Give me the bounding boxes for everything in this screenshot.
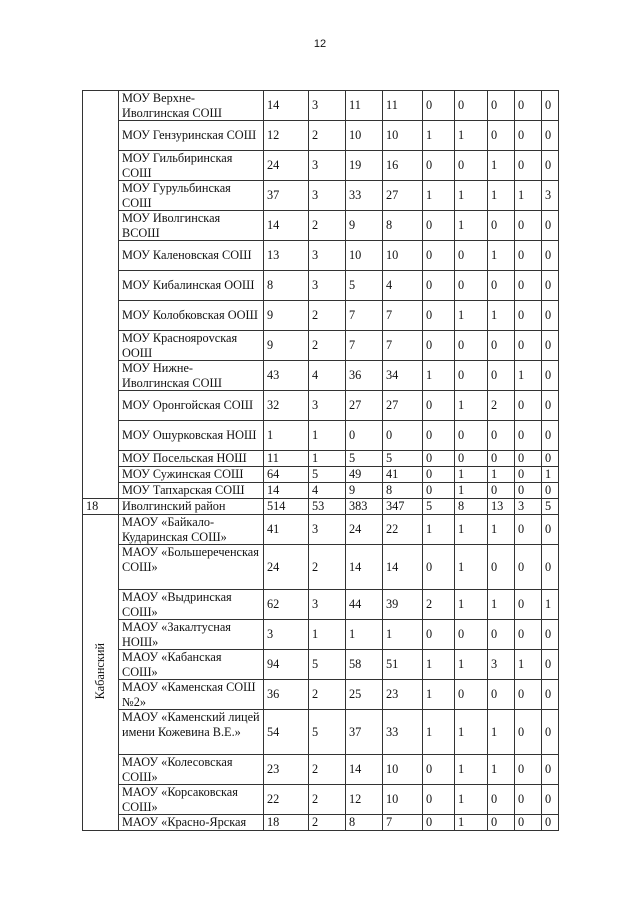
school-name: МАОУ «Красно-Ярская bbox=[119, 815, 264, 831]
value-cell: 1 bbox=[455, 467, 488, 483]
value-cell: 0 bbox=[515, 391, 542, 421]
value-cell: 1 bbox=[455, 515, 488, 545]
value-cell: 10 bbox=[383, 755, 423, 785]
value-cell: 1 bbox=[488, 710, 515, 755]
total-value: 8 bbox=[455, 499, 488, 515]
region-cell bbox=[83, 91, 119, 499]
value-cell: 1 bbox=[455, 650, 488, 680]
value-cell: 3 bbox=[309, 590, 346, 620]
value-cell: 2 bbox=[309, 815, 346, 831]
value-cell: 14 bbox=[346, 755, 383, 785]
value-cell: 1 bbox=[423, 710, 455, 755]
value-cell: 0 bbox=[488, 421, 515, 451]
value-cell: 8 bbox=[346, 815, 383, 831]
value-cell: 1 bbox=[455, 785, 488, 815]
value-cell: 1 bbox=[423, 680, 455, 710]
value-cell: 0 bbox=[515, 467, 542, 483]
value-cell: 0 bbox=[542, 211, 559, 241]
value-cell: 9 bbox=[264, 301, 309, 331]
table-row bbox=[83, 650, 559, 680]
value-cell: 8 bbox=[264, 271, 309, 301]
value-cell: 0 bbox=[346, 421, 383, 451]
value-cell: 11 bbox=[346, 91, 383, 121]
total-value: 383 bbox=[346, 499, 383, 515]
value-cell: 32 bbox=[264, 391, 309, 421]
value-cell: 3 bbox=[309, 181, 346, 211]
total-value: 13 bbox=[488, 499, 515, 515]
school-name: МАОУ «Большереченская СОШ» bbox=[119, 545, 264, 590]
value-cell: 1 bbox=[455, 755, 488, 785]
school-name: МАОУ «Каменский лицей имени Кожевина В.Е.» bbox=[119, 710, 264, 755]
school-name: МОУ Тапхарская СОШ bbox=[119, 483, 264, 499]
school-name: МОУ Кибалинская ООШ bbox=[119, 271, 264, 301]
school-name: МАОУ «Каменская СОШ №2» bbox=[119, 680, 264, 710]
value-cell: 0 bbox=[488, 620, 515, 650]
value-cell: 0 bbox=[455, 151, 488, 181]
value-cell: 12 bbox=[264, 121, 309, 151]
value-cell: 13 bbox=[264, 241, 309, 271]
school-name: МАОУ «Кабанская СОШ» bbox=[119, 650, 264, 680]
value-cell: 12 bbox=[346, 785, 383, 815]
value-cell: 0 bbox=[423, 815, 455, 831]
value-cell: 7 bbox=[346, 301, 383, 331]
value-cell: 1 bbox=[309, 421, 346, 451]
value-cell: 10 bbox=[346, 241, 383, 271]
value-cell: 0 bbox=[455, 241, 488, 271]
value-cell: 18 bbox=[264, 815, 309, 831]
value-cell: 44 bbox=[346, 590, 383, 620]
value-cell: 0 bbox=[515, 241, 542, 271]
value-cell: 5 bbox=[309, 650, 346, 680]
value-cell: 1 bbox=[423, 361, 455, 391]
region-label: Кабанский bbox=[93, 642, 108, 699]
value-cell: 0 bbox=[542, 451, 559, 467]
table-row bbox=[83, 710, 559, 755]
value-cell: 2 bbox=[309, 755, 346, 785]
value-cell: 0 bbox=[488, 121, 515, 151]
value-cell: 0 bbox=[542, 151, 559, 181]
value-cell: 1 bbox=[264, 421, 309, 451]
value-cell: 1 bbox=[488, 241, 515, 271]
value-cell: 0 bbox=[515, 785, 542, 815]
value-cell: 0 bbox=[542, 815, 559, 831]
value-cell: 7 bbox=[383, 331, 423, 361]
value-cell: 24 bbox=[346, 515, 383, 545]
value-cell: 0 bbox=[423, 755, 455, 785]
value-cell: 1 bbox=[455, 121, 488, 151]
value-cell: 0 bbox=[455, 91, 488, 121]
value-cell: 14 bbox=[264, 91, 309, 121]
value-cell: 1 bbox=[488, 755, 515, 785]
value-cell: 2 bbox=[309, 331, 346, 361]
value-cell: 0 bbox=[542, 391, 559, 421]
school-name: МАОУ «Байкало-Кударинская СОШ» bbox=[119, 515, 264, 545]
value-cell: 3 bbox=[309, 241, 346, 271]
value-cell: 0 bbox=[542, 755, 559, 785]
school-name: МОУ Гильбиринская СОШ bbox=[119, 151, 264, 181]
value-cell: 33 bbox=[383, 710, 423, 755]
value-cell: 0 bbox=[423, 620, 455, 650]
value-cell: 3 bbox=[264, 620, 309, 650]
value-cell: 0 bbox=[515, 680, 542, 710]
school-name: МОУ Красноярovская ООШ bbox=[119, 331, 264, 361]
value-cell: 36 bbox=[346, 361, 383, 391]
value-cell: 0 bbox=[488, 680, 515, 710]
value-cell: 1 bbox=[542, 590, 559, 620]
value-cell: 0 bbox=[488, 211, 515, 241]
value-cell: 24 bbox=[264, 151, 309, 181]
value-cell: 3 bbox=[309, 515, 346, 545]
school-name: МОУ Посельская НОШ bbox=[119, 451, 264, 467]
value-cell: 1 bbox=[423, 515, 455, 545]
total-value: 5 bbox=[542, 499, 559, 515]
value-cell: 4 bbox=[309, 361, 346, 391]
value-cell: 39 bbox=[383, 590, 423, 620]
value-cell: 14 bbox=[264, 483, 309, 499]
value-cell: 0 bbox=[515, 331, 542, 361]
value-cell: 0 bbox=[515, 301, 542, 331]
table-row bbox=[83, 121, 559, 151]
table-row bbox=[83, 620, 559, 650]
value-cell: 10 bbox=[346, 121, 383, 151]
total-value: 347 bbox=[383, 499, 423, 515]
page-number: 12 bbox=[313, 38, 327, 50]
value-cell: 1 bbox=[455, 710, 488, 755]
value-cell: 0 bbox=[423, 391, 455, 421]
value-cell: 19 bbox=[346, 151, 383, 181]
value-cell: 3 bbox=[309, 391, 346, 421]
school-name: МАОУ «Закалтусная НОШ» bbox=[119, 620, 264, 650]
total-number: 18 bbox=[83, 499, 119, 515]
value-cell: 0 bbox=[488, 331, 515, 361]
value-cell: 0 bbox=[515, 710, 542, 755]
value-cell: 24 bbox=[264, 545, 309, 590]
total-value: 53 bbox=[309, 499, 346, 515]
value-cell: 27 bbox=[383, 181, 423, 211]
value-cell: 1 bbox=[455, 815, 488, 831]
total-value: 3 bbox=[515, 499, 542, 515]
value-cell: 0 bbox=[423, 211, 455, 241]
value-cell: 54 bbox=[264, 710, 309, 755]
value-cell: 1 bbox=[515, 181, 542, 211]
value-cell: 0 bbox=[423, 91, 455, 121]
school-name: МОУ Нижне-Иволгинская СОШ bbox=[119, 361, 264, 391]
value-cell: 0 bbox=[488, 545, 515, 590]
school-name: МАОУ «Колесовская СОШ» bbox=[119, 755, 264, 785]
value-cell: 1 bbox=[488, 590, 515, 620]
value-cell: 1 bbox=[383, 620, 423, 650]
value-cell: 27 bbox=[383, 391, 423, 421]
table-row bbox=[83, 331, 559, 361]
value-cell: 5 bbox=[383, 451, 423, 467]
school-name: МОУ Гурульбинская СОШ bbox=[119, 181, 264, 211]
value-cell: 0 bbox=[488, 271, 515, 301]
table-row bbox=[83, 211, 559, 241]
value-cell: 10 bbox=[383, 241, 423, 271]
table-row bbox=[83, 590, 559, 620]
value-cell: 0 bbox=[455, 271, 488, 301]
value-cell: 0 bbox=[542, 620, 559, 650]
value-cell: 0 bbox=[423, 451, 455, 467]
school-name: МОУ Верхне-Иволгинская СОШ bbox=[119, 91, 264, 121]
value-cell: 51 bbox=[383, 650, 423, 680]
value-cell: 0 bbox=[383, 421, 423, 451]
total-name: Иволгинский район bbox=[119, 499, 264, 515]
value-cell: 2 bbox=[309, 211, 346, 241]
table-row bbox=[83, 815, 559, 831]
region-cell bbox=[83, 515, 119, 831]
value-cell: 14 bbox=[383, 545, 423, 590]
value-cell: 0 bbox=[542, 361, 559, 391]
value-cell: 0 bbox=[423, 271, 455, 301]
value-cell: 0 bbox=[488, 91, 515, 121]
value-cell: 0 bbox=[455, 361, 488, 391]
value-cell: 0 bbox=[542, 301, 559, 331]
value-cell: 0 bbox=[423, 483, 455, 499]
value-cell: 0 bbox=[423, 331, 455, 361]
value-cell: 0 bbox=[542, 680, 559, 710]
value-cell: 0 bbox=[515, 211, 542, 241]
value-cell: 9 bbox=[264, 331, 309, 361]
value-cell: 2 bbox=[309, 680, 346, 710]
value-cell: 0 bbox=[542, 421, 559, 451]
value-cell: 41 bbox=[264, 515, 309, 545]
value-cell: 23 bbox=[383, 680, 423, 710]
value-cell: 5 bbox=[346, 451, 383, 467]
table-row bbox=[83, 151, 559, 181]
value-cell: 10 bbox=[383, 121, 423, 151]
value-cell: 37 bbox=[264, 181, 309, 211]
value-cell: 1 bbox=[346, 620, 383, 650]
value-cell: 1 bbox=[488, 151, 515, 181]
value-cell: 0 bbox=[542, 121, 559, 151]
value-cell: 2 bbox=[423, 590, 455, 620]
value-cell: 3 bbox=[488, 650, 515, 680]
value-cell: 0 bbox=[515, 815, 542, 831]
value-cell: 0 bbox=[455, 620, 488, 650]
value-cell: 2 bbox=[309, 785, 346, 815]
value-cell: 1 bbox=[488, 515, 515, 545]
school-name: МАОУ «Выдринская СОШ» bbox=[119, 590, 264, 620]
value-cell: 4 bbox=[309, 483, 346, 499]
table-row bbox=[83, 755, 559, 785]
value-cell: 2 bbox=[309, 121, 346, 151]
value-cell: 0 bbox=[515, 121, 542, 151]
value-cell: 11 bbox=[264, 451, 309, 467]
value-cell: 0 bbox=[515, 483, 542, 499]
value-cell: 0 bbox=[542, 515, 559, 545]
value-cell: 1 bbox=[455, 301, 488, 331]
table-row bbox=[83, 451, 559, 467]
value-cell: 10 bbox=[383, 785, 423, 815]
value-cell: 58 bbox=[346, 650, 383, 680]
table-row bbox=[83, 680, 559, 710]
value-cell: 27 bbox=[346, 391, 383, 421]
value-cell: 1 bbox=[455, 391, 488, 421]
value-cell: 25 bbox=[346, 680, 383, 710]
table-row bbox=[83, 545, 559, 590]
value-cell: 2 bbox=[309, 301, 346, 331]
school-name: МОУ Гензуринская СОШ bbox=[119, 121, 264, 151]
value-cell: 0 bbox=[515, 545, 542, 590]
value-cell: 0 bbox=[423, 151, 455, 181]
value-cell: 7 bbox=[346, 331, 383, 361]
value-cell: 64 bbox=[264, 467, 309, 483]
value-cell: 1 bbox=[455, 590, 488, 620]
table-row bbox=[83, 361, 559, 391]
value-cell: 2 bbox=[488, 391, 515, 421]
value-cell: 5 bbox=[346, 271, 383, 301]
total-value: 514 bbox=[264, 499, 309, 515]
value-cell: 0 bbox=[423, 241, 455, 271]
value-cell: 8 bbox=[383, 483, 423, 499]
value-cell: 94 bbox=[264, 650, 309, 680]
value-cell: 1 bbox=[488, 301, 515, 331]
value-cell: 5 bbox=[309, 467, 346, 483]
value-cell: 49 bbox=[346, 467, 383, 483]
value-cell: 1 bbox=[455, 211, 488, 241]
value-cell: 1 bbox=[515, 650, 542, 680]
value-cell: 41 bbox=[383, 467, 423, 483]
value-cell: 0 bbox=[515, 515, 542, 545]
value-cell: 14 bbox=[264, 211, 309, 241]
value-cell: 22 bbox=[264, 785, 309, 815]
value-cell: 0 bbox=[515, 421, 542, 451]
value-cell: 0 bbox=[542, 91, 559, 121]
value-cell: 62 bbox=[264, 590, 309, 620]
value-cell: 9 bbox=[346, 483, 383, 499]
value-cell: 0 bbox=[515, 151, 542, 181]
value-cell: 22 bbox=[383, 515, 423, 545]
value-cell: 0 bbox=[423, 545, 455, 590]
value-cell: 0 bbox=[515, 590, 542, 620]
schools-table bbox=[82, 90, 559, 831]
value-cell: 23 bbox=[264, 755, 309, 785]
table-row bbox=[83, 421, 559, 451]
value-cell: 0 bbox=[542, 710, 559, 755]
value-cell: 1 bbox=[455, 483, 488, 499]
value-cell: 9 bbox=[346, 211, 383, 241]
table-row bbox=[83, 391, 559, 421]
value-cell: 37 bbox=[346, 710, 383, 755]
value-cell: 14 bbox=[346, 545, 383, 590]
value-cell: 3 bbox=[309, 151, 346, 181]
value-cell: 3 bbox=[309, 91, 346, 121]
value-cell: 0 bbox=[515, 271, 542, 301]
value-cell: 1 bbox=[455, 181, 488, 211]
value-cell: 0 bbox=[488, 361, 515, 391]
value-cell: 0 bbox=[488, 483, 515, 499]
value-cell: 7 bbox=[383, 301, 423, 331]
value-cell: 0 bbox=[455, 421, 488, 451]
table-row bbox=[83, 301, 559, 331]
value-cell: 11 bbox=[383, 91, 423, 121]
value-cell: 0 bbox=[542, 483, 559, 499]
value-cell: 2 bbox=[309, 545, 346, 590]
value-cell: 4 bbox=[383, 271, 423, 301]
value-cell: 1 bbox=[488, 467, 515, 483]
school-name: МОУ Сужинская СОШ bbox=[119, 467, 264, 483]
value-cell: 0 bbox=[423, 467, 455, 483]
school-name: МОУ Оронгойская СОШ bbox=[119, 391, 264, 421]
table-row bbox=[83, 241, 559, 271]
value-cell: 1 bbox=[488, 181, 515, 211]
value-cell: 0 bbox=[542, 545, 559, 590]
table-row bbox=[83, 91, 559, 121]
value-cell: 0 bbox=[423, 421, 455, 451]
total-row bbox=[83, 499, 559, 515]
school-name: МАОУ «Корсаковская СОШ» bbox=[119, 785, 264, 815]
value-cell: 1 bbox=[309, 451, 346, 467]
table-row bbox=[83, 785, 559, 815]
value-cell: 0 bbox=[542, 271, 559, 301]
table-row bbox=[83, 515, 559, 545]
table-row bbox=[83, 271, 559, 301]
school-name: МОУ Каленовская СОШ bbox=[119, 241, 264, 271]
value-cell: 43 bbox=[264, 361, 309, 391]
school-name: МОУ Ошурковская НОШ bbox=[119, 421, 264, 451]
value-cell: 0 bbox=[515, 451, 542, 467]
value-cell: 7 bbox=[383, 815, 423, 831]
value-cell: 0 bbox=[542, 785, 559, 815]
value-cell: 3 bbox=[309, 271, 346, 301]
value-cell: 0 bbox=[455, 451, 488, 467]
value-cell: 0 bbox=[515, 620, 542, 650]
value-cell: 0 bbox=[423, 785, 455, 815]
value-cell: 0 bbox=[488, 451, 515, 467]
value-cell: 34 bbox=[383, 361, 423, 391]
value-cell: 0 bbox=[455, 680, 488, 710]
table-row bbox=[83, 483, 559, 499]
total-value: 5 bbox=[423, 499, 455, 515]
value-cell: 1 bbox=[309, 620, 346, 650]
value-cell: 0 bbox=[488, 815, 515, 831]
value-cell: 16 bbox=[383, 151, 423, 181]
value-cell: 1 bbox=[423, 181, 455, 211]
value-cell: 0 bbox=[455, 331, 488, 361]
value-cell: 0 bbox=[423, 301, 455, 331]
value-cell: 0 bbox=[515, 755, 542, 785]
school-name: МОУ Иволгинская ВСОШ bbox=[119, 211, 264, 241]
value-cell: 1 bbox=[423, 121, 455, 151]
value-cell: 0 bbox=[542, 331, 559, 361]
value-cell: 0 bbox=[515, 91, 542, 121]
value-cell: 1 bbox=[542, 467, 559, 483]
value-cell: 1 bbox=[455, 545, 488, 590]
table-row bbox=[83, 181, 559, 211]
value-cell: 3 bbox=[542, 181, 559, 211]
table-row bbox=[83, 467, 559, 483]
value-cell: 36 bbox=[264, 680, 309, 710]
value-cell: 1 bbox=[515, 361, 542, 391]
value-cell: 1 bbox=[423, 650, 455, 680]
school-name: МОУ Колобковская ООШ bbox=[119, 301, 264, 331]
value-cell: 0 bbox=[488, 785, 515, 815]
value-cell: 0 bbox=[542, 241, 559, 271]
value-cell: 0 bbox=[542, 650, 559, 680]
value-cell: 5 bbox=[309, 710, 346, 755]
value-cell: 8 bbox=[383, 211, 423, 241]
value-cell: 33 bbox=[346, 181, 383, 211]
